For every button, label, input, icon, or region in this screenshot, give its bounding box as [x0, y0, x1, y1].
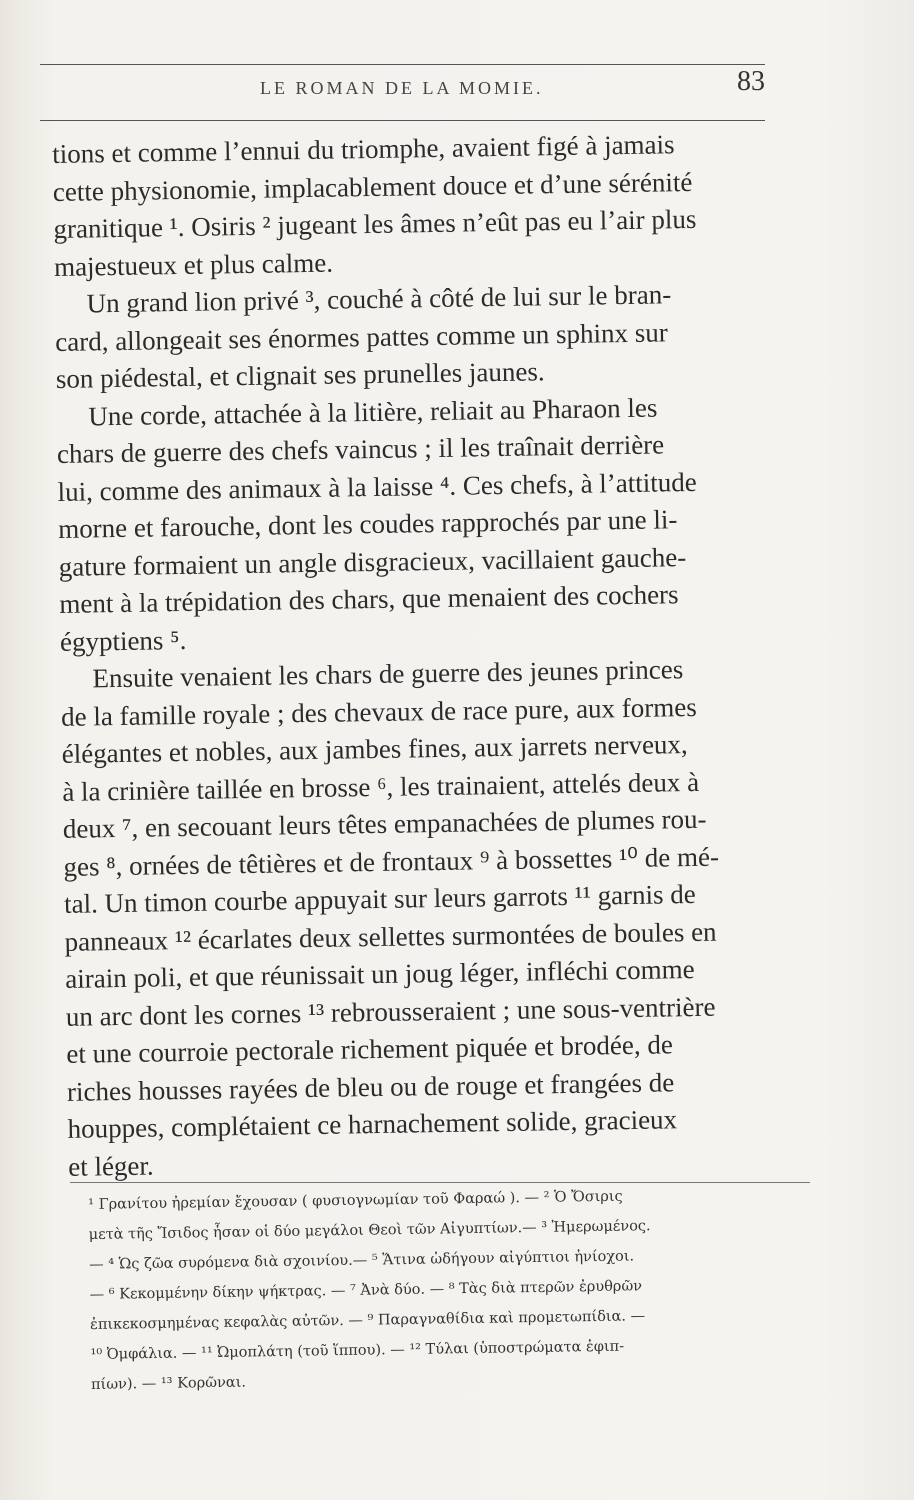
text-line: de la famille royale ; des chevaux de race pure, aux formes [60, 691, 697, 732]
text-line: ment à la trépidation des chars, que menaient des cochers [59, 579, 679, 619]
text-line: et une courroie pectorale richement piquée et brodée, de [66, 1029, 674, 1069]
text-line: Ensuite venaient les chars de guerre des jeunes princes [92, 654, 684, 694]
text-line: houppes, complétaient ce harnachement solide, gracieux [67, 1104, 678, 1144]
text-line: granitique ¹. Osiris ² jugeant les âmes n’eût pas eu l’air plus [53, 203, 697, 244]
text-line: un arc dont les cornes ¹³ rebrousseraient ; une sous-ventrière [65, 991, 716, 1032]
footnote-line: — ⁶ Κεκομμένην δίκην ψήκτρας. — ⁷ Ἀνὰ δύο. — ⁸ Τὰς διὰ πτερῶν ἐρυθρῶν [89, 1278, 643, 1303]
text-line: tal. Un timon courbe appuyait sur leurs garrots ¹¹ garnis de [63, 878, 697, 919]
text-line: gature formaient un angle disgracieux, vacillaient gauche- [58, 541, 687, 582]
page-number: 83 [737, 66, 765, 97]
text-line: égyptiens ⁵. [59, 624, 187, 657]
text-line: majestueux et plus calme. [53, 247, 334, 282]
body-text [52, 124, 828, 1186]
text-line: airain poli, et que réunissait un joug léger, infléchi comme [65, 954, 695, 994]
footnote-line: πίων). — ¹³ Κορῶναι. [90, 1374, 247, 1393]
text-line: ges ⁸, ornées de têtières et de frontaux ⁹ à bossettes ¹⁰ de mé- [63, 841, 720, 882]
footnote-line: ἐπικεκοσμημένας κεφαλὰς αὐτῶν. — ⁹ Παραγναθίδια καὶ προμετωπίδια. — [89, 1308, 646, 1333]
text-line: morne et farouche, dont les coudes rapprochés par une li- [57, 504, 678, 544]
text-line: et léger. [67, 1150, 154, 1182]
text-line: lui, comme des animaux à la laisse ⁴. Ces chefs, à l’attitude [57, 466, 697, 507]
footnote-line: ¹ Γρανίτου ἠρεμίαν ἔχουσαν ( φυσιογνωμίαν τοῦ Φαραώ ). — ² Ὁ Ὄσιρις [88, 1188, 623, 1213]
text-line: riches housses rayées de bleu ou de rouge et frangées de [66, 1066, 675, 1107]
footnote-line: μετὰ τῆς Ἴσιδος ἦσαν οἱ δύο μεγάλοι Θεοὶ τῶν Αἰγυπτίων.— ³ Ἡμερωμένος. [88, 1218, 651, 1243]
text-line: tions et comme l’ennui du triomphe, avaient figé à jamais [52, 129, 675, 169]
text-line: Un grand lion privé ³, couché à côté de lui sur le bran- [86, 279, 672, 319]
footnote-line: — ⁴ Ὡς ζῶα συρόμενα διὰ σχοινίου.— ⁵ Ἅτινα ὡδήγουν αἰγύπτιοι ἡνίοχοι. [89, 1248, 635, 1273]
text-line: cette physionomie, implacablement douce et d’une sérénité [52, 166, 693, 207]
header-rule [40, 120, 765, 121]
page-header [40, 64, 765, 116]
footnote-line: ¹⁰ Ὀμφάλια. — ¹¹ Ὠμοπλάτη (τοῦ ἵππου). — ¹² Τύλαι (ὑποστρώματα ἐφιπ- [90, 1338, 625, 1363]
text-line: à la crinière taillée en brosse ⁶, les trainaient, attelés deux à [62, 766, 700, 807]
text-line: Une corde, attachée à la litière, reliait au Pharaon les [88, 392, 658, 431]
text-line: élégantes et nobles, aux jambes fines, aux jarrets nerveux, [61, 729, 688, 769]
text-line: deux ⁷, en secouant leurs têtes empanachées de plumes rou- [62, 803, 707, 844]
text-line: son piédestal, et clignait ses prunelles jaunes. [55, 356, 545, 394]
footnotes [88, 1178, 831, 1400]
text-line: chars de guerre des chefs vaincus ; il les traînait derrière [56, 429, 665, 469]
text-line: card, allongeait ses énormes pattes comme un sphinx sur [54, 316, 668, 357]
running-title: LE ROMAN DE LA MOMIE. [260, 78, 544, 98]
text-line: panneaux ¹² écarlates deux sellettes surmontées de boules en [64, 916, 717, 957]
